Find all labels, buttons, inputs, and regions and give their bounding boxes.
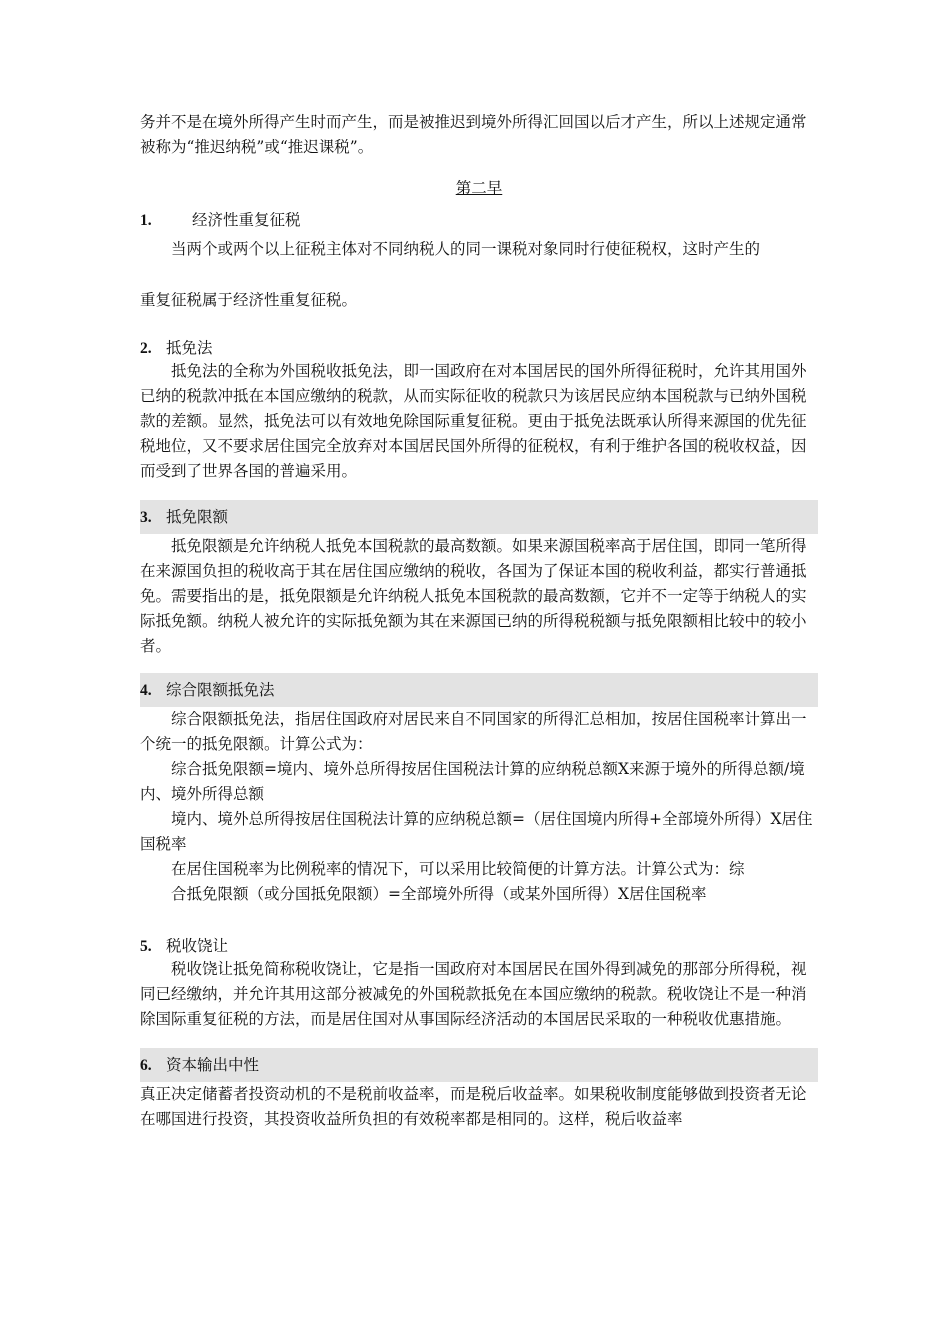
section-5-paragraph-1: 税收饶让抵免简称税收饶让，它是指一国政府对本国居民在国外得到减免的那部分所得税，视同已经缴纳，并允许其用这部分被减免的外国税款抵免在本国应缴纳的税款。税收饶让不是一种消除国际重复征税的方法，而是居住国对从事国际经济活动的本国居民采取的一种税收优惠措施。 (140, 960, 807, 1028)
section-6-paragraph-1: 真正决定储蓄者投资动机的不是税前收益率，而是税后收益率。如果税收制度能够做到投资者无论在哪国进行投资，其投资收益所负担的有效税率都是相同的。这样，税后收益率 (140, 1085, 807, 1128)
section-3-paragraph-1: 抵免限额是允许纳税人抵免本国税款的最高数额。如果来源国税率高于居住国，即同一笔所得在来源国负担的税收高于其在居住国应缴纳的税收，各国为了保证本国的税收利益，都实行普通抵免。需要指出的是，抵免限额是允许纳税人抵免本国税款的最高数额，它并不一定等于纳税人的实际抵免额。纳税人被允许的实际抵免额为其在来源国已纳的所得税税额与抵免限额相比较中的较小者。 (140, 537, 807, 655)
section-title: 税收饶让 (166, 936, 229, 955)
section-3-heading (140, 500, 818, 534)
section-1-paragraph-2: 重复征税属于经济性重复征税。 (140, 291, 358, 309)
section-number: 6. (140, 1056, 152, 1074)
blank-line (140, 262, 818, 288)
section-title: 综合限额抵免法 (166, 680, 275, 699)
section-number: 3. (140, 508, 152, 526)
section-1-heading (140, 203, 818, 237)
section-2-paragraph-1: 抵免法的全称为外国税收抵免法，即一国政府在对本国居民的国外所得征税时，允许其用国外已纳的税款冲抵在本国应缴纳的税款，从而实际征收的税款只为该居民应纳本国税款与已纳外国税款的差额。显然，抵免法可以有效地免除国际重复征税。更由于抵免法既承认所得来源国的优先征税地位，又不要求居住国完全放弃对本国居民国外所得的征税权，有利于维护各国的税收权益，因而受到了世界各国的普遍采用。 (140, 362, 807, 480)
section-4-formula-1: 综合抵免限额=境内、境外总所得按居住国税法计算的应纳税总额X来源于境外的所得总额/境内、境外所得总额 (140, 760, 805, 803)
section-4-formula-2: 境内、境外总所得按居住国税法计算的应纳税总额=（居住国境内所得+全部境外所得）X居住国税率 (140, 810, 813, 853)
section-number: 5. (140, 937, 152, 955)
section-title: 抵免限额 (166, 507, 229, 526)
section-number: 2. (140, 339, 152, 357)
section-1-paragraph-1: 当两个或两个以上征税主体对不同纳税人的同一课税对象同时行使征税权，这时产生的 (171, 240, 761, 258)
section-4-paragraph-2: 在居住国税率为比例税率的情况下，可以采用比较简便的计算方法。计算公式为：综 (171, 860, 745, 878)
section-title: 经济性重复征税 (192, 210, 301, 229)
intro-paragraph: 务并不是在境外所得产生时而产生，而是被推迟到境外所得汇回国以后才产生，所以上述规定通常被称为“推迟纳税”或“推迟课税”。 (140, 113, 807, 156)
section-title: 抵免法 (166, 338, 213, 357)
section-number: 1. (140, 211, 152, 229)
section-number: 4. (140, 681, 152, 699)
chapter-title: 第二早 (455, 179, 503, 197)
section-4-paragraph-1: 综合限额抵免法，指居住国政府对居民来自不同国家的所得汇总相加，按居住国税率计算出一个统一的抵免限额。计算公式为： (140, 710, 807, 753)
document-body (140, 110, 818, 1132)
section-4-formula-3: 合抵免限额（或分国抵免限额）=全部境外所得（或某外国所得）X居住国税率 (171, 885, 707, 903)
section-6-heading (140, 1048, 818, 1082)
section-title: 资本输出中性 (166, 1055, 260, 1074)
section-4-heading (140, 673, 818, 707)
